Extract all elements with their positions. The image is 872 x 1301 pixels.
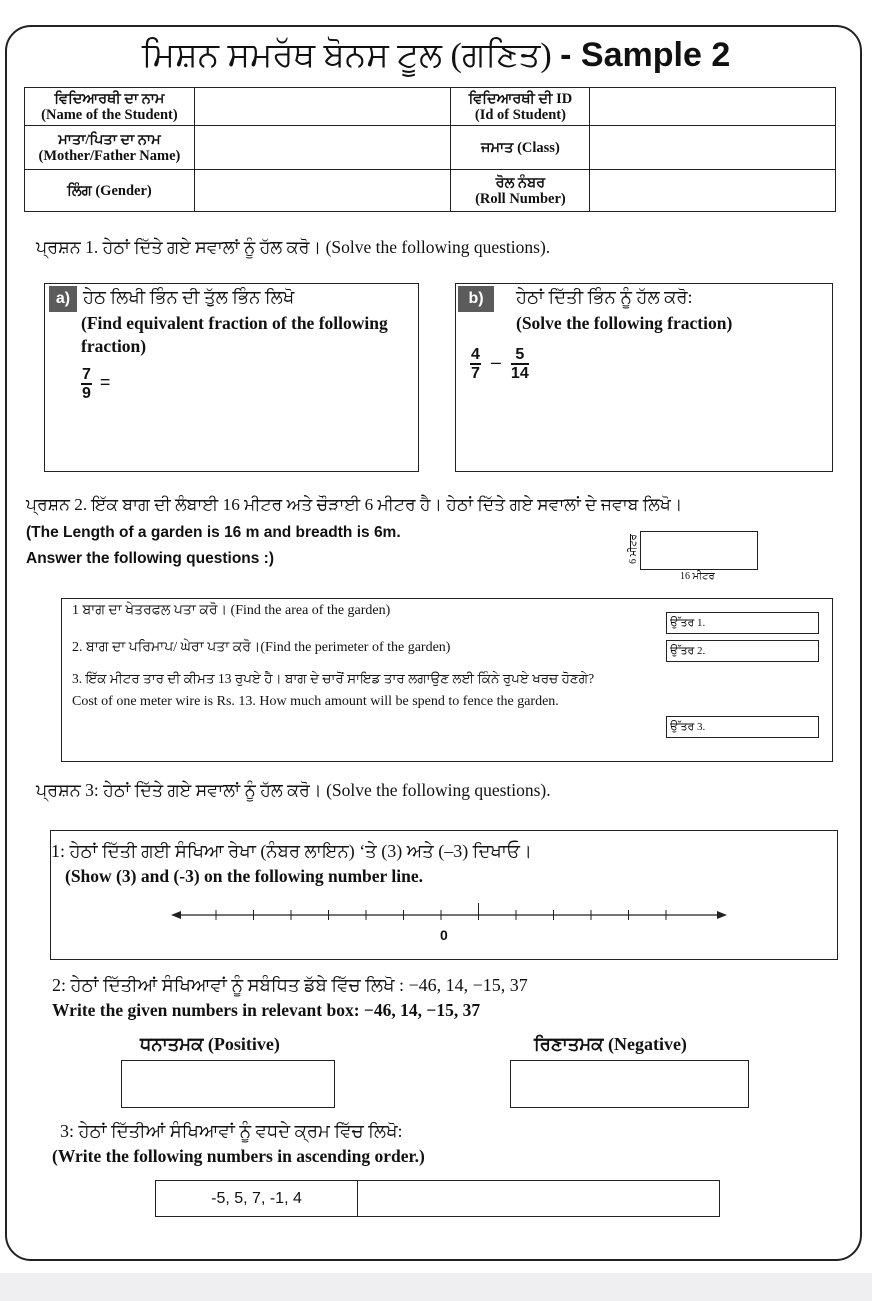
student-name-field[interactable] <box>194 88 451 126</box>
student-id-field[interactable] <box>590 88 836 126</box>
number-line-left-arrow <box>171 911 181 919</box>
negative-answer-box[interactable] <box>510 1060 749 1108</box>
answer-2-box[interactable]: ਉੱਤਰ 2. <box>666 640 819 662</box>
q3-part3-english: (Write the following numbers in ascending order.) <box>52 1146 425 1166</box>
q1b-numerator-1: 4 <box>471 346 480 363</box>
bottom-bar <box>0 1273 872 1301</box>
q3-part2-english: Write the given numbers in relevant box: −46, 14, −15, 37 <box>52 1000 481 1020</box>
garden-rectangle-diagram <box>640 531 758 570</box>
q2-english-1: (The Length of a garden is 16 m and breadth is 6m. <box>26 524 401 541</box>
q2-heading: ਪ੍ਰਸ਼ਨ 2. ਇੱਕ ਬਾਗ ਦੀ ਲੰਬਾਈ 16 ਮੀਟਰ ਅਤੇ ਚੌੜਾਈ 6 ਮੀਟਰ ਹੈ। ਹੇਠਾਂ ਦਿੱਤੇ ਗਏ ਸਵਾਲਾਂ ਦੇ ਜਵਾਬ ਲਿਖੋ। <box>26 495 683 514</box>
q1b-expression <box>470 346 529 383</box>
q1b-box[interactable] <box>455 283 833 472</box>
q1b-english: (Solve the following fraction) <box>516 313 733 333</box>
garden-breadth-label: 6 ਮੀਟਰ <box>628 534 639 564</box>
answer-1-box[interactable]: ਉੱਤਰ 1. <box>666 612 819 634</box>
negative-label: ਰਿਣਾਤਮਕ (Negative) <box>534 1034 687 1054</box>
q1b-denominator-1: 7 <box>471 365 480 382</box>
number-line[interactable] <box>169 901 729 927</box>
ascending-order-row <box>155 1180 720 1217</box>
q1b-operator: – <box>490 352 501 372</box>
q1a-english-2: fraction) <box>81 336 147 356</box>
q1b-punjabi: ਹੇਠਾਂ ਦਿੱਤੀ ਭਿੰਨ ਨੂੰ ਹੱਲ ਕਰੋ: <box>516 287 693 307</box>
q1a-fraction <box>81 366 111 403</box>
parent-name-label: ਮਾਤਾ/ਪਿਤਾ ਦਾ ਨਾਮ (Mother/Father Name) <box>25 126 195 170</box>
roll-number-label: ਰੋਲ ਨੰਬਰ (Roll Number) <box>451 170 590 212</box>
q1b-tag: b) <box>458 286 494 312</box>
student-id-label: ਵਿਦਿਆਰਥੀ ਦੀ ID (Id of Student) <box>451 88 590 126</box>
q1a-numerator: 7 <box>82 366 91 383</box>
q3-part1-english: (Show (3) and (-3) on the following number line. <box>65 866 423 886</box>
q2-item-2: 2. ਬਾਗ ਦਾ ਪਰਿਮਾਪ/ ਘੇਰਾ ਪਤਾ ਕਰੋ।(Find the perimeter of the garden) <box>72 640 451 655</box>
positive-label: ਧਨਾਤਮਕ (Positive) <box>140 1034 280 1054</box>
worksheet-title <box>0 30 872 81</box>
q1b-numerator-2: 5 <box>511 346 529 365</box>
q3-part1-punjabi: 1: ਹੇਠਾਂ ਦਿੱਤੀ ਗਈ ਸੰਖਿਆ ਰੇਖਾ (ਨੰਬਰ ਲਾਇਨ) ‘ਤੇ (3) ਅਤੇ (–3) ਦਿਖਾਓ। <box>51 841 532 861</box>
q2-item-1: 1 ਬਾਗ ਦਾ ਖੇਤਰਫਲ ਪਤਾ ਕਰੋ। (Find the area of the garden) <box>72 603 391 618</box>
q1a-punjabi: ਹੇਠ ਲਿਖੀ ਭਿੰਨ ਦੀ ਤੁੱਲ ਭਿੰਨ ਲਿਖੋ <box>83 287 295 307</box>
q3-heading: ਪ੍ਰਸ਼ਨ 3: ਹੇਠਾਂ ਦਿੱਤੇ ਗਏ ਸਵਾਲਾਂ ਨੂੰ ਹੱਲ ਕਰੋ। (Solve the following questions). <box>36 780 551 800</box>
number-line-ticks <box>216 903 666 920</box>
q1-heading: ਪ੍ਰਸ਼ਨ 1. ਹੇਠਾਂ ਦਿੱਤੇ ਗਏ ਸਵਾਲਾਂ ਨੂੰ ਹੱਲ ਕਰੋ। (Solve the following questions). <box>36 237 551 257</box>
number-line-box <box>50 830 838 960</box>
class-label: ਜਮਾਤ (Class) <box>451 126 590 170</box>
numbers-to-order: -5, 5, 7, -1, 4 <box>156 1181 358 1216</box>
q1b-denominator-2: 14 <box>510 365 529 382</box>
roll-number-field[interactable] <box>590 170 836 212</box>
ascending-order-answer-box[interactable] <box>359 1181 719 1216</box>
q2-item-3: 3. ਇੱਕ ਮੀਟਰ ਤਾਰ ਦੀ ਕੀਮਤ 13 ਰੁਪਏ ਹੈ। ਬਾਗ ਦੇ ਚਾਰੋਂ ਸਾਇਡ ਤਾਰ ਲਗਾਉਣ ਲਈ ਕਿੰਨੇ ਰੁਪਏ ਖਰਚ ਹੋਣਗੇ? <box>72 671 595 686</box>
q1a-english-1: (Find equivalent fraction of the following <box>81 313 388 333</box>
garden-length-label: 16 ਮੀਟਰ <box>680 571 715 582</box>
q2-item-3-english: Cost of one meter wire is Rs. 13. How much amount will be spend to fence the garden. <box>72 694 559 709</box>
q2-english-2: Answer the following questions :) <box>26 550 274 567</box>
title-punjabi: ਮਿਸ਼ਨ ਸਮਰੱਥ ਬੋਨਸ ਟੂਲ (ਗਣਿਤ) <box>141 37 552 74</box>
positive-answer-box[interactable] <box>121 1060 335 1108</box>
q1a-denominator: 9 <box>82 385 91 402</box>
number-line-zero-label: 0 <box>440 927 448 943</box>
class-field[interactable] <box>590 126 836 170</box>
q1a-box[interactable] <box>44 283 419 472</box>
number-line-right-arrow <box>717 911 727 919</box>
answer-3-box[interactable]: ਉੱਤਰ 3. <box>666 716 819 738</box>
student-info-table <box>24 87 836 212</box>
q3-part3-punjabi: 3: ਹੇਠਾਂ ਦਿੱਤੀਆਂ ਸੰਖਿਆਵਾਂ ਨੂੰ ਵਧਦੇ ਕ੍ਰਮ ਵਿੱਚ ਲਿਖੋ: <box>60 1121 403 1141</box>
gender-field[interactable] <box>194 170 451 212</box>
q1a-equals: = <box>99 372 111 392</box>
q3-part2-punjabi: 2: ਹੇਠਾਂ ਦਿੱਤੀਆਂ ਸੰਖਿਆਵਾਂ ਨੂੰ ਸਬੰਧਿਤ ਡੱਬੇ ਵਿੱਚ ਲਿਖੋ : −46, 14, −15, 37 <box>52 975 528 995</box>
q2-questions-box <box>61 598 833 762</box>
parent-name-field[interactable] <box>194 126 451 170</box>
q1a-tag: a) <box>49 286 77 312</box>
student-name-label: ਵਿਦਿਆਰਥੀ ਦਾ ਨਾਮ (Name of the Student) <box>25 88 195 126</box>
gender-label: ਲਿੰਗ (Gender) <box>25 170 195 212</box>
title-english: - Sample 2 <box>560 36 731 74</box>
